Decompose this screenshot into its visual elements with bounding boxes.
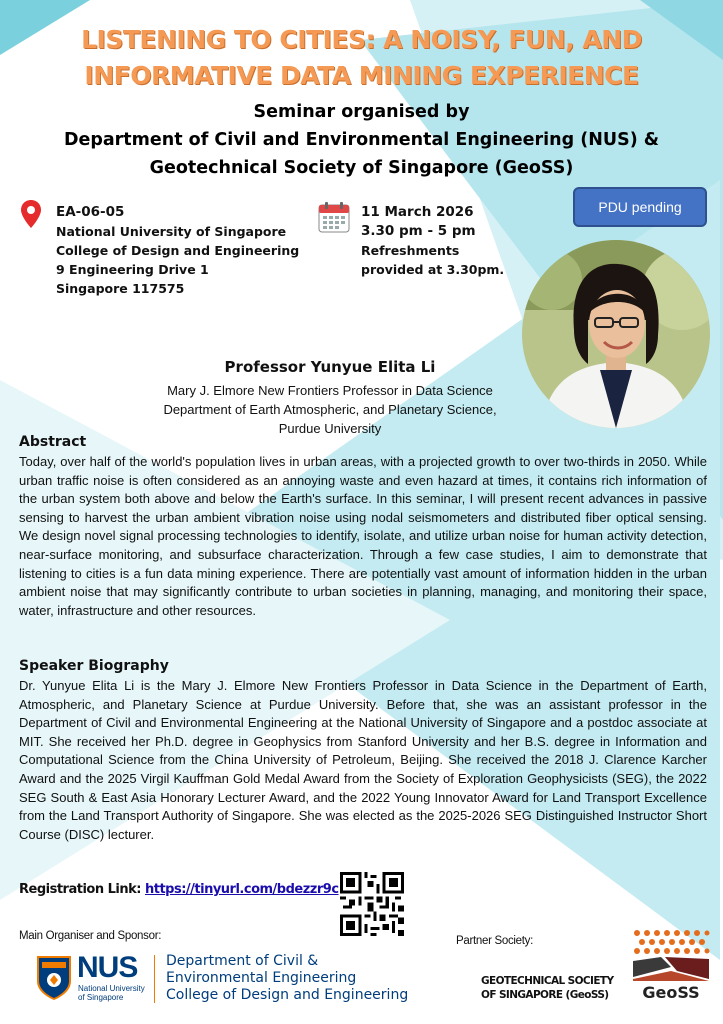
nus-wordmark: NUS xyxy=(77,951,138,984)
title-line-1: LISTENING TO CITIES: A NOISY, FUN, AND xyxy=(81,25,642,54)
dept-line-3: College of Design and Engineering xyxy=(166,987,409,1003)
biography-text: Dr. Yunyue Elita Li is the Mary J. Elmore New Frontiers Professor in Data Science in the Department of Earth, Atmospheric, and Planetary Science at Purdue University. Before that, she was an assistant professor in the Department of Civil and Environmental Engineering at the National University of Singapore and a postdoc associate at MIT. She received her Ph.D. degree in Geophysics from Stanford University and her B.S. degree in Information and Computational Science from the China University of Petroleum, Beijing. She received the 2018 J. Clarence Karcher Award and the 2025 Virgil Kauffman Gold Medal Award from the Society of Exploration Geophysicists (SEG), the 2022 SEG South & East Asia Honorary Lecturer Award, and the 2022 Young Innovator Award for Land Transport Excellence from the Land Transport Authority of Singapore. She was elected as the 2025-2026 SEG Distinguished Instructor Short Course (DISC) lecturer. xyxy=(19,678,707,842)
speaker-name: Professor Yunyue Elita Li xyxy=(224,358,436,376)
venue-university: National University of Singapore xyxy=(56,224,287,239)
venue-room: EA-06-05 xyxy=(56,204,125,220)
qr-code-icon[interactable] xyxy=(340,872,404,936)
venue-block xyxy=(56,203,299,298)
event-time: 3.30 pm - 5 pm xyxy=(361,223,476,239)
organiser-society: Geotechnical Society of Singapore (GeoSS) xyxy=(149,158,574,178)
speaker-title: Mary J. Elmore New Frontiers Professor in Data Science xyxy=(167,383,493,398)
geoss-line-2: OF SINGAPORE (GeoSS) xyxy=(481,989,609,1001)
venue-postcode: Singapore 117575 xyxy=(56,281,185,296)
pdu-pending-badge: PDU pending xyxy=(573,187,707,227)
nus-subline-2: of Singapore xyxy=(78,993,124,1002)
organiser-dept: Department of Civil and Environmental Engineering (NUS) & xyxy=(63,130,660,150)
partner-society-label: Partner Society: xyxy=(456,935,534,947)
organiser-intro: Seminar organised by xyxy=(253,102,470,122)
registration-link[interactable]: https://tinyurl.com/bdezzr9c xyxy=(144,882,339,897)
geoss-dots-icon xyxy=(631,927,711,983)
nus-cde-logo xyxy=(36,953,421,1008)
biography-heading: Speaker Biography xyxy=(19,658,169,674)
venue-street: 9 Engineering Drive 1 xyxy=(56,262,209,277)
title-line-2: INFORMATIVE DATA MINING EXPERIENCE xyxy=(84,61,639,90)
geoss-name xyxy=(481,974,613,1002)
geoss-logo xyxy=(631,927,711,1007)
speaker-university: Purdue University xyxy=(278,421,382,436)
geoss-line-1: GEOTECHNICAL SOCIETY xyxy=(481,975,614,987)
refreshments-line-1: Refreshments xyxy=(361,243,460,258)
abstract-text: Today, over half of the world's population lives in urban areas, with a projected growth to over two-thirds in 2050. While urban traffic noise is often considered as an annoying waste and even hazard at times, it contains rich information of the urban system both above and below the Earth's surface. In this seminar, I will present recent advances in passive sensing to harvest the urban ambient vibration noise using nodal seismometers and distributed fiber optical sensing. We design novel signal processing technologies to identify, isolate, and utilize urban noise for human activity detection, near-surface monitoring, and subsurface characterization. Through a few case studies, I aim to demonstrate that listening to cities is a fun data mining experience. There are potentially vast amount of information hidden in the urban ambient noise that may significantly contribute to urban societies in planning, managing, and monitoring their space, water, infrastructure and other resources. xyxy=(19,454,707,618)
venue-college: College of Design and Engineering xyxy=(56,243,300,258)
nus-crest-icon xyxy=(36,955,72,1001)
geoss-wordmark: GeoSS xyxy=(642,983,700,1002)
registration-line xyxy=(19,882,339,897)
speaker-department: Department of Earth Atmospheric, and Planetary Science, xyxy=(163,402,497,417)
refreshments-line-2: provided at 3.30pm. xyxy=(361,262,505,277)
speaker-info xyxy=(100,357,560,438)
logo-divider xyxy=(154,955,155,1003)
location-pin-icon xyxy=(20,199,42,229)
nus-subline-1: National University xyxy=(78,984,145,993)
dept-line-1: Department of Civil & xyxy=(166,953,319,969)
abstract-heading: Abstract xyxy=(19,434,87,450)
event-date: 11 March 2026 xyxy=(361,204,474,220)
main-organiser-label: Main Organiser and Sponsor: xyxy=(19,930,162,942)
calendar-icon xyxy=(318,201,350,233)
dept-line-2: Environmental Engineering xyxy=(166,970,357,986)
registration-label: Registration Link: xyxy=(19,882,141,897)
seminar-title xyxy=(0,22,723,94)
schedule-block xyxy=(361,203,504,279)
